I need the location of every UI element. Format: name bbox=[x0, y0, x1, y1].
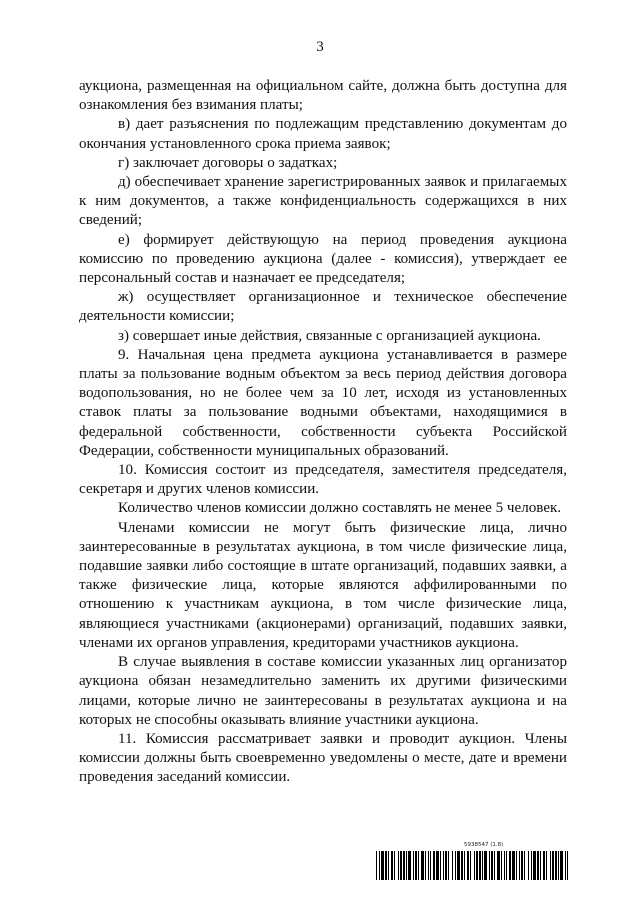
document-body bbox=[79, 77, 567, 788]
barcode-caption: 5938547 (1.8) bbox=[464, 842, 504, 848]
paragraph: д) обеспечивает хранение зарегистрированных заявок и прилагаемых к ним документов, а также конфиденциальность содержащихся в них сведений; bbox=[79, 174, 567, 229]
document-barcode bbox=[376, 842, 568, 882]
paragraph: Членами комиссии не могут быть физические лица, лично заинтересованные в результатах аукциона, в том числе физические лица, подавшие заявки либо состоящие в штате организаций, подавших заявки, а также физические лица, которые являются аффилированными по отношению к участникам аукциона, в том числе физические лица, являющиеся участниками (акционерами) организаций, подавших заявки, членами их органов управления, кредиторами участников аукциона. bbox=[79, 519, 567, 651]
paragraph: ж) осуществляет организационное и техническое обеспечение деятельности комиссии; bbox=[79, 289, 567, 325]
paragraph: г) заключает договоры о задатках; bbox=[118, 154, 338, 171]
paragraph: Количество членов комиссии должно составлять не менее 5 человек. bbox=[118, 500, 562, 517]
barcode-icon bbox=[376, 851, 568, 880]
paragraph: 10. Комиссия состоит из председателя, заместителя председателя, секретаря и других членов комиссии. bbox=[79, 462, 567, 498]
paragraph: з) совершает иные действия, связанные с организацией аукциона. bbox=[118, 327, 541, 344]
paragraph: е) формирует действующую на период проведения аукциона комиссию по проведению аукциона (далее - комиссия), утверждает ее персональный состав и назначает ее председателя; bbox=[79, 231, 567, 287]
paragraph: 9. Начальная цена предмета аукциона устанавливается в размере платы за пользование водным объектом за весь период действия договора водопользования, но не более чем за 10 лет, исходя из установленных ставок платы за пользование водными объектами, находящимися в федеральной собственности, собственности субъекта Российской Федерации, собственности муниципальных образований. bbox=[79, 346, 567, 459]
paragraph: 11. Комиссия рассматривает заявки и проводит аукцион. Члены комиссии должны быть своевременно уведомлены о месте, дате и времени проведения заседаний комиссии. bbox=[79, 730, 567, 786]
paragraph: аукциона, размещенная на официальном сайте, должна быть доступна для ознакомления без взимания платы; bbox=[79, 78, 567, 114]
paragraph: В случае выявления в составе комиссии указанных лиц организатор аукциона обязан незамедлительно заменить их другими физическими лицами, которые лично не заинтересованы в результатах аукциона и на которых не способны оказывать влияние участники аукциона. bbox=[79, 654, 567, 728]
page-number: 3 bbox=[316, 39, 324, 55]
paragraph: в) дает разъяснения по подлежащим представлению документам до окончания установленного срока приема заявок; bbox=[79, 116, 567, 152]
